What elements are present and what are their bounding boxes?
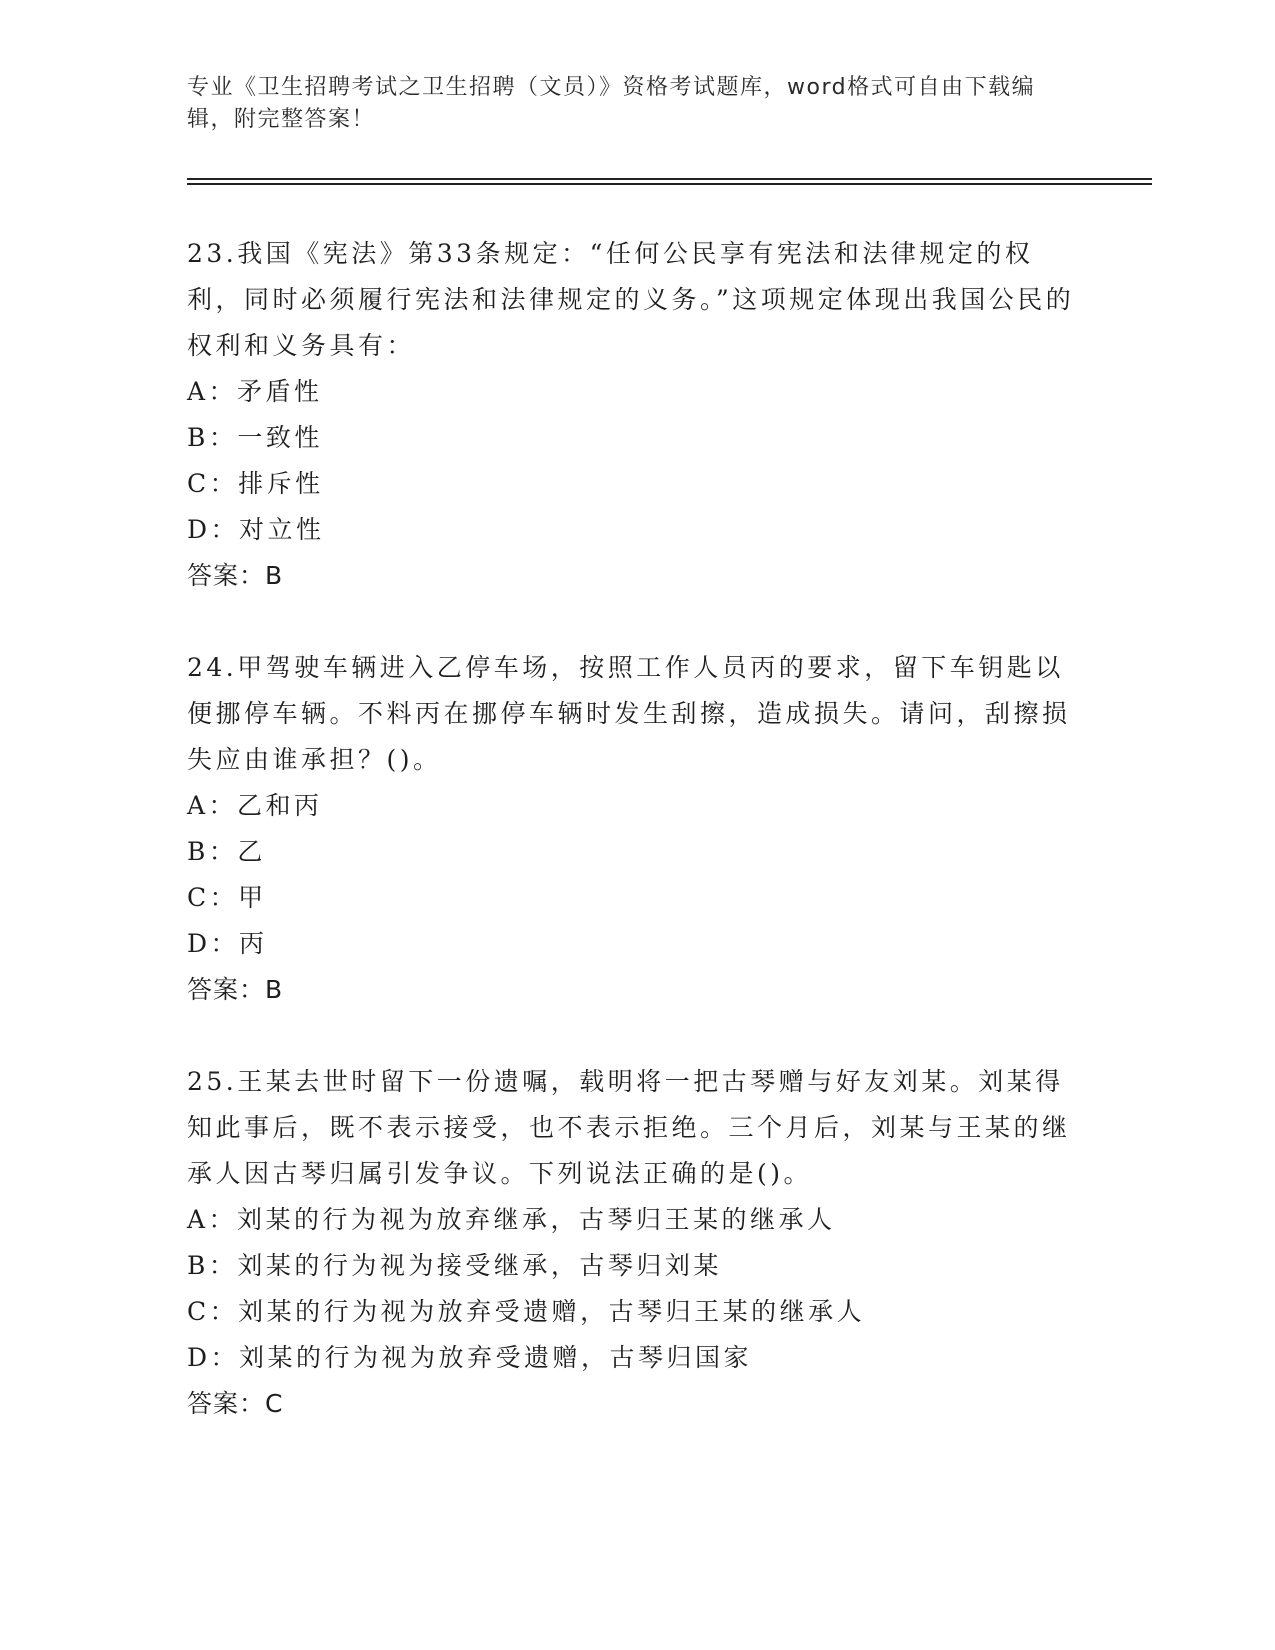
option-a: A：乙和丙 <box>187 791 323 820</box>
option-c: C：刘某的行为视为放弃受遗赠，古琴归王某的继承人 <box>187 1297 866 1326</box>
question-25 <box>187 1059 1087 1427</box>
question-stem: 23.我国《宪法》第33条规定：“任何公民享有宪法和法律规定的权利，同时必须履行宪法和法律规定的义务。”这项规定体现出我国公民的权利和义务具有： <box>187 239 1075 360</box>
document-header: 专业《卫生招聘考试之卫生招聘（文员）》资格考试题库，word格式可自由下载编辑，附完整答案！ <box>187 75 1036 132</box>
question-23 <box>187 231 1087 599</box>
question-stem: 25.王某去世时留下一份遗嘱，载明将一把古琴赠与好友刘某。刘某得知此事后，既不表示接受，也不表示拒绝。三个月后，刘某与王某的继承人因古琴归属引发争议。下列说法正确的是()。 <box>187 1067 1071 1188</box>
option-a: A：刘某的行为视为放弃继承，古琴归王某的继承人 <box>187 1205 836 1234</box>
option-c: C：排斥性 <box>187 469 324 498</box>
answer-line: 答案：B <box>187 561 284 590</box>
header-divider-top <box>187 178 1152 180</box>
header-divider-bottom <box>187 183 1152 185</box>
option-d: D：对立性 <box>187 515 325 544</box>
option-b: B：刘某的行为视为接受继承，古琴归刘某 <box>187 1251 722 1280</box>
option-c: C：甲 <box>187 883 267 912</box>
option-d: D：丙 <box>187 929 268 958</box>
option-d: D：刘某的行为视为放弃受遗赠，古琴归国家 <box>187 1343 753 1372</box>
option-a: A：矛盾性 <box>187 377 323 406</box>
option-b: B：乙 <box>187 837 266 866</box>
question-stem: 24.甲驾驶车辆进入乙停车场，按照工作人员丙的要求，留下车钥匙以便挪停车辆。不料丙在挪停车辆时发生刮擦，造成损失。请问，刮擦损失应由谁承担？()。 <box>187 653 1071 774</box>
question-24 <box>187 645 1087 1013</box>
answer-line: 答案：B <box>187 975 284 1004</box>
question-list <box>187 231 1087 1473</box>
answer-line: 答案：C <box>187 1389 284 1418</box>
option-b: B：一致性 <box>187 423 323 452</box>
